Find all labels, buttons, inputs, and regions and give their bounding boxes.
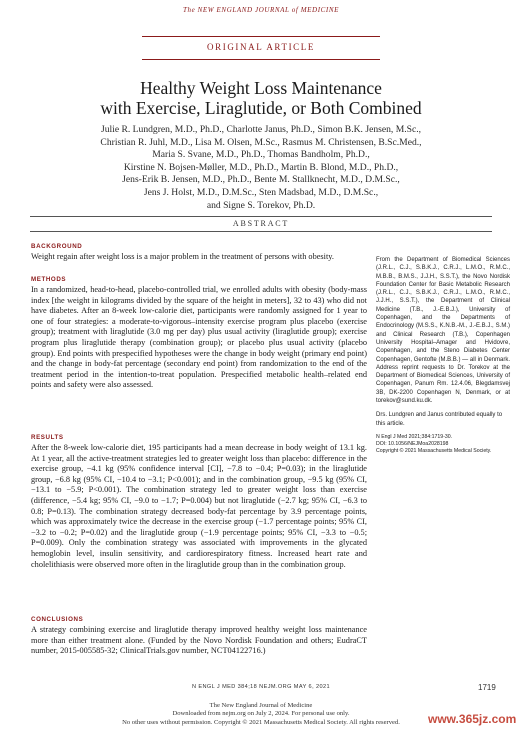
article-type: ORIGINAL ARTICLE — [207, 42, 315, 52]
author-line: and Signe S. Torekov, Ph.D. — [206, 199, 316, 211]
author-line: Maria S. Svane, M.D., Ph.D., Thomas Bandholm, Ph.D., — [152, 149, 370, 161]
author-line: Jens-Erik B. Jensen, M.D., Ph.D., Bente M. Stallknecht, M.D., D.M.Sc., — [122, 174, 400, 186]
citation-doi: DOI: 10.1056/NEJMoa2028198 — [376, 441, 449, 448]
abstract-body — [31, 243, 367, 673]
citation-reference: N Engl J Med 2021;384:1719-30. — [376, 433, 453, 440]
notice-line-1: The New England Journal of Medicine — [209, 702, 313, 709]
title-line-2: with Exercise, Liraglutide, or Both Combined — [100, 98, 422, 118]
site-watermark: www.365jz.com — [428, 712, 517, 726]
citation-copyright: Copyright © 2021 Massachusetts Medical Society. — [376, 448, 492, 455]
author-line: Julie R. Lundgren, M.D., Ph.D., Charlotte Janus, Ph.D., Simon B.K. Jensen, M.Sc., — [100, 124, 422, 135]
results-label: RESULTS — [31, 434, 64, 441]
author-line: Kirstine N. Bojsen-Møller, M.D., Ph.D., Martin B. Blond, M.D., Ph.D., — [123, 161, 399, 173]
running-footer: N ENGL J MED 384;18 NEJM.ORG MAY 6, 2021 — [191, 684, 331, 690]
bottom-rule — [142, 59, 380, 60]
article-sidebar — [376, 256, 510, 456]
article-type-banner — [142, 36, 380, 60]
contribution-note: Drs. Lundgren and Janus contributed equally to this article. — [376, 412, 503, 427]
author-list — [0, 124, 522, 212]
notice-line-2: Downloaded from nejm.org on July 2, 2024. For personal use only. — [172, 710, 350, 718]
abstract-heading: ABSTRACT — [232, 219, 290, 228]
methods-text: In a randomized, head-to-head, placebo-controlled trial, we enrolled adults with obesity (body-mass index [the weight in kilograms divided by the square of the height in meters], 32 to 43) who did not have diabetes. After an 8-week low-calorie diet, participants were randomly assigned for 1 year to one of four strategies: a moderate-to-vigorous–intensity exercise program plus placebo (exercise group); treatment with liraglutide (3.0 mg per day) plus usual activity (liraglutide group); exercise program plus liraglutide therapy (combination group); or placebo plus usual activity (placebo group). End points with prespecified hypotheses were the change in body weight (primary end point) and the change in body-fat percentage (secondary end point) from randomization to the end of the treatment period in the intention-to-treat population. Prespecified metabolic health–related end points and safety were also assessed. — [31, 285, 367, 390]
author-line: Jens J. Holst, M.D., D.M.Sc., Sten Madsbad, M.D., D.M.Sc., — [143, 186, 379, 198]
notice-line-3: No other uses without permission. Copyright © 2021 Massachusetts Medical Society. All rights reserved. — [122, 718, 400, 726]
author-line: Christian R. Juhl, M.D., Lisa M. Olsen, M.Sc., Rasmus M. Christensen, B.Sc.Med., — [100, 136, 422, 148]
title-line-1: Healthy Weight Loss Maintenance — [140, 78, 382, 98]
journal-header: The NEW ENGLAND JOURNAL of MEDICINE — [182, 6, 339, 14]
article-title — [0, 78, 522, 118]
background-label: BACKGROUND — [31, 243, 83, 250]
citation-block — [376, 434, 510, 456]
background-text: Weight regain after weight loss is a major problem in the treatment of persons with obesity. — [31, 252, 334, 261]
conclusions-label: CONCLUSIONS — [31, 616, 84, 623]
methods-label: METHODS — [31, 276, 67, 283]
abstract-bottom-rule — [30, 231, 492, 232]
conclusions-text: A strategy combining exercise and liraglutide therapy improved healthy weight loss maintenance more than either treatment alone. (Funded by the Novo Nordisk Foundation and others; EudraCT number, 2015-005585-32; ClinicalTrials.gov number, NCT04122716.) — [31, 625, 367, 656]
top-rule — [142, 36, 380, 37]
abstract-heading-bar — [30, 216, 492, 232]
abstract-top-rule — [30, 216, 492, 217]
page-number: 1719 — [478, 683, 496, 692]
affiliations: From the Department of Biomedical Sciences (J.R.L., C.J., S.B.K.J., C.R.J., L.M.O., R.M.C., M.B.B., B.M.S., J.J.H., S.S.T.), the Novo Nordisk Foundation Center for Basic Metabolic Research (J.R.L., C.J., S.B.K.J., C.R.J., L.M.O., R.M.C., J.J.H., S.S.T.), the Department of Clinical Medicine (T.B., J.-E.B.J.), University of Copenhagen, and the Departments of Endocrinology (M.S.S., K.N.B.-M., J.-E.B.J., S.M.) and Clinical Research (T.B.), Copenhagen University Hospital–Amager and Hvidovre, Copenhagen, and the Steno Diabetes Center Copenhagen, Gentofte (M.B.B.) — all in Denmark. Address reprint requests to Dr. Torekov at the Department of Biomedical Sciences, University of Copenhagen, Panum Rm. 12.4.06, Blegdamsvej 3B, DK-2200 Copenhagen N, Denmark, or at torekov@sund.ku.dk. — [376, 257, 510, 405]
results-text: After the 8-week low-calorie diet, 195 participants had a mean decrease in body weight of 13.1 kg. At 1 year, all the active-treatment strategies led to greater weight loss than placebo: difference in the exercise group, −4.1 kg (95% confidence interval [CI], −7.8 to −0.4; P=0.03); in the liraglutide group, −6.8 kg (95% CI, −10.4 to −3.1; P<0.001); and in the combination group, −9.5 kg (95% CI, −13.1 to −5.9; P<0.001). The combination strategy led to greater weight loss than exercise (difference, −5.4 kg; 95% CI, −9.0 to −1.7; P=0.004) but not liraglutide (−2.7 kg; 95% CI, −6.3 to 0.8; P=0.13). The combination strategy decreased body-fat percentage by 3.9 percentage points, which was approximately twice the decrease in the exercise group (−1.7 percentage points; 95% CI, −3.2 to −0.2; P=0.02) and the liraglutide group (−1.9 percentage points; 95% CI, −3.3 to −0.5; P=0.009). Only the combination strategy was associated with improvements in the glycated hemoglobin level, insulin sensitivity, and cardiorespiratory fitness. Increased heart rate and cholelithiasis were observed more often in the liraglutide group than in the combination group. — [31, 443, 367, 569]
